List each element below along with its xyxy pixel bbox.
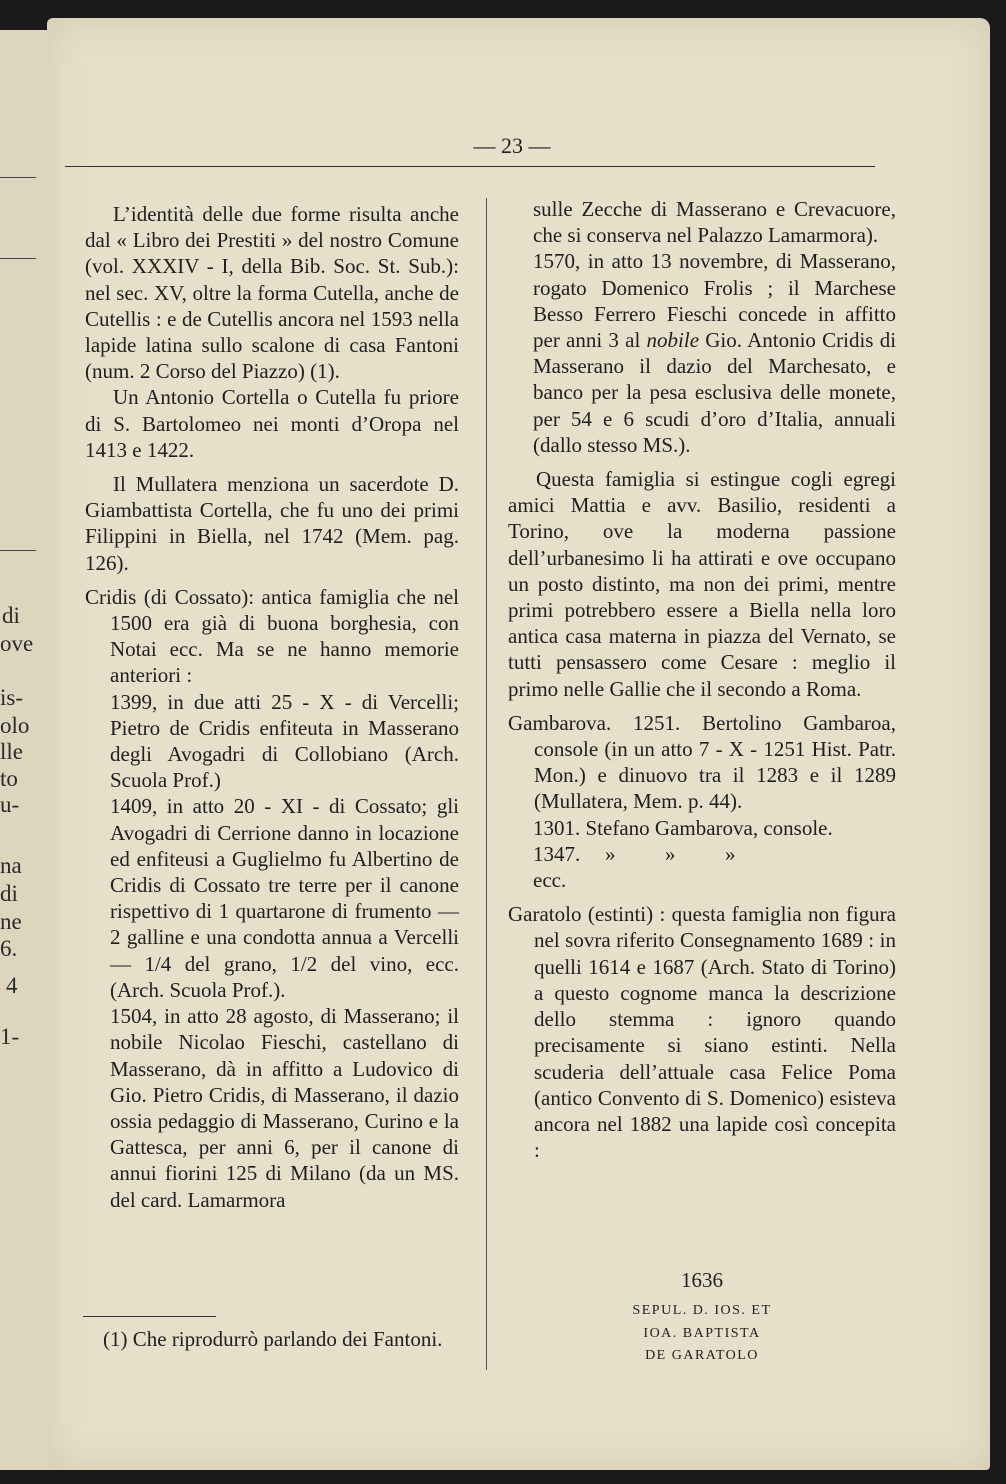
entry-cridis: Cridis (di Cossato): antica famiglia che nel 1500 era già di buona borghesia, con Notai ecc. Ma se ne hanno memorie anteriori :: [85, 584, 459, 688]
paragraph: Un Antonio Cortella o Cutella fu priore di S. Bartolomeo nei monti d’Oropa nel 1413 e 1422.: [85, 385, 459, 462]
entry-garatolo: Garatolo (estinti) : questa famiglia non figura nel sovra riferito Consegnamento 1689 : in quelli 1614 e 1687 (Arch. Stato di Torino) a questo cognome manca la descrizione dello stemma : ignoro quando precisamente si siano estinti. Nella scuderia dell’attuale casa Felice Poma (antico Convento di S. Domenico) esisteva ancora nel 1882 una lapide così concepita :: [508, 902, 896, 1163]
paragraph: 1504, in atto 28 agosto, di Masserano; il nobile Nicolao Fieschi, castellano di Masserano, dà in affitto a Ludovico di Gio. Pietro Cridis, di Masserano, il dazio ossia pedaggio di Masserano, Curino e la Gattesca, per anni 6, per il canone di annui fiorini 125 di Milano (da un MS. del card. Lamarmora: [110, 1004, 459, 1212]
header-rule: [65, 166, 875, 167]
paragraph: [508, 841, 896, 867]
paragraph: [508, 248, 896, 458]
right-column: [508, 196, 896, 1163]
book-page: [47, 18, 990, 1470]
ditto-mark: »: [665, 841, 676, 866]
paragraph: Questa famiglia si estingue cogli egregi amici Mattia e avv. Basilio, residenti a Torino, ove la moderna passione dell’urbanesimo li ha attirati e ove occupano un posto distinto, ma non dei primi, mentre primi potrebbero essere a Biella nella loro antica casa materna in piazza del Vernato, se tutti pensassero come Cesare : meglio il primo nelle Gallie che il secondo a Roma.: [508, 467, 896, 701]
margin-fragment: di: [2, 603, 20, 628]
left-column: [85, 201, 459, 1213]
paragraph: 1409, in atto 20 - XI - di Cossato; gli Avogadri di Cerrione danno in locazione ed enfiteusi a Guglielmo fu Albertino de Cridis di Cossato tre terre per il canone rispettivo di 1 quartarone di frumento — 2 galline e una condotta annua a Vercelli — 1/4 del grano, 1/2 del vino, ecc. (Arch. Scuola Prof.).: [110, 794, 459, 1002]
epitaph-year: 1636: [681, 1268, 723, 1292]
paragraph: sulle Zecche di Masserano e Crevacuore, che si conserva nel Palazzo Lamarmora).: [533, 197, 896, 248]
paragraph: 1399, in due atti 25 - X - di Vercelli; Pietro de Cridis enfiteuta in Masserano degli Avogadri di Collobiano (Arch. Scuola Prof.): [110, 689, 459, 793]
page-number: — 23 —: [473, 133, 551, 158]
column-divider: [486, 198, 487, 1370]
epitaph-line: SEPUL. D. IOS. ET: [632, 1303, 772, 1318]
margin-fragment: na: [0, 853, 22, 878]
margin-fragment: ove: [0, 631, 34, 656]
paragraph-text: 1570, in atto 13 novembre, di Masserano, rogato Domenico Frolis ; il Marchese Besso Ferrero Fieschi concede in affitto per anni 3 al: [533, 249, 896, 353]
margin-fragment: lle: [0, 739, 23, 764]
epitaph-line: DE GARATOLO: [645, 1348, 759, 1363]
margin-fragment: u-: [0, 792, 20, 817]
footnote-rule: [83, 1316, 216, 1317]
margin-fragment: is-: [0, 685, 23, 710]
margin-fragment: 6.: [0, 936, 18, 961]
paragraph: L’identità delle due forme risulta anche dal « Libro dei Prestiti » del nostro Comune (vol. XXXIV - I, della Bib. Soc. St. Sub.): nel sec. XV, oltre la forma Cutella, anche de Cutellis : e de Cutellis ancora nel 1593 nella lapide latina sullo scalone di casa Fantoni (num. 2 Corso del Piazzo) (1).: [85, 202, 459, 384]
italic-word: nobile: [646, 328, 700, 353]
divider: [0, 550, 36, 551]
footnote: (1) Che riprodurrò parlando dei Fantoni.: [103, 1327, 443, 1351]
ditto-mark: »: [605, 841, 616, 866]
paragraph: 1301. Stefano Gambarova, console.: [533, 815, 833, 840]
divider: [0, 258, 36, 259]
paragraph: ecc.: [533, 868, 567, 893]
paragraph: Il Mullatera menziona un sacerdote D. Giambattista Cortella, che fu uno dei primi Filippini in Biella, nel 1742 (Mem. pag. 126).: [85, 472, 459, 575]
margin-fragment: to: [0, 766, 18, 791]
margin-fragment: 4: [6, 973, 18, 998]
margin-fragment: di: [0, 881, 18, 906]
margin-fragment: 1-: [0, 1024, 20, 1049]
divider: [0, 177, 36, 178]
epitaph-line: IOA. BAPTISTA: [643, 1326, 761, 1341]
previous-page-edge: [0, 30, 52, 1470]
margin-fragment: olo: [0, 713, 30, 738]
paragraph-text: Gio. Antonio Cridis di Masserano il dazio del Marchesato, e banco per la pesa esclusiva delle monete, per 54 e 6 scudi d’oro d’Italia, annuali (dallo stesso MS.).: [533, 328, 897, 457]
ditto-mark: »: [725, 841, 736, 866]
year: 1347.: [533, 841, 581, 866]
entry-gambarova: Gambarova. 1251. Bertolino Gambaroa, console (in un atto 7 - X - 1251 Hist. Patr. Mon.) e dinuovo tra il 1283 e il 1289 (Mullatera, Mem. p. 44).: [508, 710, 896, 814]
margin-fragment: ne: [0, 909, 22, 934]
